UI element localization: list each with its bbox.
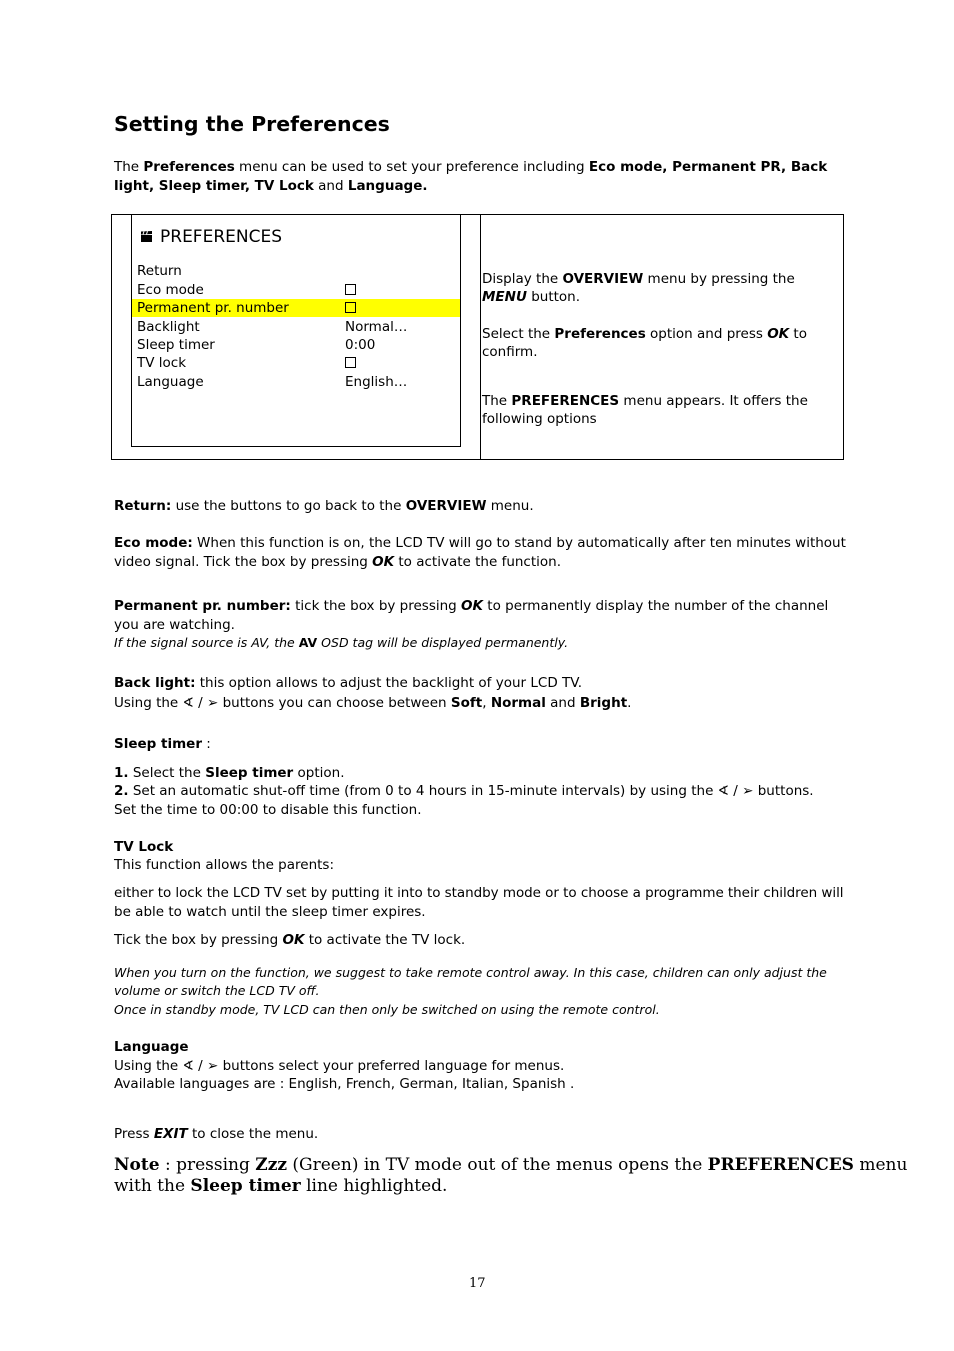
tv-lock-note-3: Once in standby mode, TV LCD can then only be switched on using the remote control.: [114, 1002, 660, 1017]
menu-item-return[interactable]: Return: [137, 263, 182, 279]
table-divider: [480, 215, 481, 459]
section-permanent-pr: Permanent pr. number: tick the box by pressing OK to permanently display the number of the channel: [114, 598, 829, 614]
left-right-arrows-icon: ∢ / ➢: [717, 783, 754, 799]
language-line-2: Available languages are : English, French, German, Italian, Spanish .: [114, 1076, 575, 1092]
menu-item-eco-mode[interactable]: Eco mode: [132, 281, 460, 299]
tv-lock-note-1: When you turn on the function, we suggest to take remote control away. In this case, children can only adjust the: [114, 965, 827, 980]
instruction-step-1: Display the OVERVIEW menu by pressing the MENU button.: [482, 271, 795, 305]
section-permanent-pr-line-2: you are watching.: [114, 617, 235, 633]
tv-lock-checkbox[interactable]: [345, 357, 356, 368]
clapperboard-icon: [140, 230, 153, 243]
section-return: Return: use the buttons to go back to the OVERVIEW menu.: [114, 498, 534, 514]
section-tv-lock: TV Lock: [114, 839, 174, 855]
instruction-step-3: The PREFERENCES menu appears. It offers the following options: [482, 393, 808, 427]
preferences-table: [111, 214, 844, 460]
menu-item-sleep-timer[interactable]: Sleep timer 0:00: [137, 337, 376, 353]
instruction-step-2: Select the Preferences option and press OK to confirm.: [482, 326, 807, 360]
menu-item-language[interactable]: Language English…: [137, 374, 408, 390]
sleep-timer-step-2: 2. Set an automatic shut-off time (from 0 to 4 hours in 15-minute intervals) by using the ∢ / ➢ buttons.: [114, 783, 814, 799]
page-number: 17: [469, 1276, 486, 1291]
note-line-1: Note : pressing Zzz (Green) in TV mode out of the menus opens the PREFERENCES menu: [114, 1155, 908, 1175]
tv-lock-line-4: Tick the box by pressing OK to activate the TV lock.: [114, 932, 466, 948]
note-line-2: with the Sleep timer line highlighted.: [114, 1176, 448, 1196]
tv-lock-note-2: volume or switch the LCD TV off.: [114, 983, 320, 998]
sleep-timer-step-1: 1. Select the Sleep timer option.: [114, 765, 345, 781]
menu-item-permanent-pr-number[interactable]: Permanent pr. number: [132, 299, 460, 317]
menu-screen: [131, 215, 461, 447]
page-title: Setting the Preferences: [114, 112, 390, 136]
menu-item-backlight[interactable]: Backlight Normal…: [137, 319, 408, 335]
eco-mode-checkbox[interactable]: [345, 284, 356, 295]
sleep-timer-note: Set the time to 00:00 to disable this function.: [114, 802, 422, 818]
tv-lock-line-2: either to lock the LCD TV set by putting it into to standby mode or to choose a programme their children will: [114, 885, 844, 901]
intro-line-2: light, Sleep timer, TV Lock and Language.: [114, 178, 428, 194]
language-line-1: Using the ∢ / ➢ buttons select your preferred language for menus.: [114, 1058, 565, 1074]
section-back-light: Back light: this option allows to adjust the backlight of your LCD TV.: [114, 675, 583, 691]
menu-item-tv-lock[interactable]: TV lock: [132, 354, 460, 372]
exit-instruction: Press EXIT to close the menu.: [114, 1126, 319, 1142]
section-permanent-pr-note: If the signal source is AV, the AV OSD tag will be displayed permanently.: [114, 635, 569, 650]
section-back-light-line-2: Using the ∢ / ➢ buttons you can choose between Soft, Normal and Bright.: [114, 695, 632, 711]
section-eco-mode-line-2: video signal. Tick the box by pressing OK to activate the function.: [114, 554, 562, 570]
intro-line-1: The Preferences menu can be used to set your preference including Eco mode, Permanent PR, Back: [114, 159, 828, 175]
permanent-pr-checkbox[interactable]: [345, 302, 356, 313]
left-right-arrows-icon: ∢ / ➢: [182, 1058, 219, 1074]
left-right-arrows-icon: ∢ / ➢: [182, 695, 219, 711]
menu-title: PREFERENCES: [140, 227, 282, 247]
tv-lock-line-3: be able to watch until the sleep timer expires.: [114, 904, 426, 920]
tv-lock-line-1: This function allows the parents:: [114, 857, 334, 873]
section-language: Language: [114, 1039, 189, 1055]
section-sleep-timer: Sleep timer :: [114, 736, 211, 752]
section-eco-mode: Eco mode: When this function is on, the LCD TV will go to stand by automatically after ten minutes without: [114, 535, 846, 551]
